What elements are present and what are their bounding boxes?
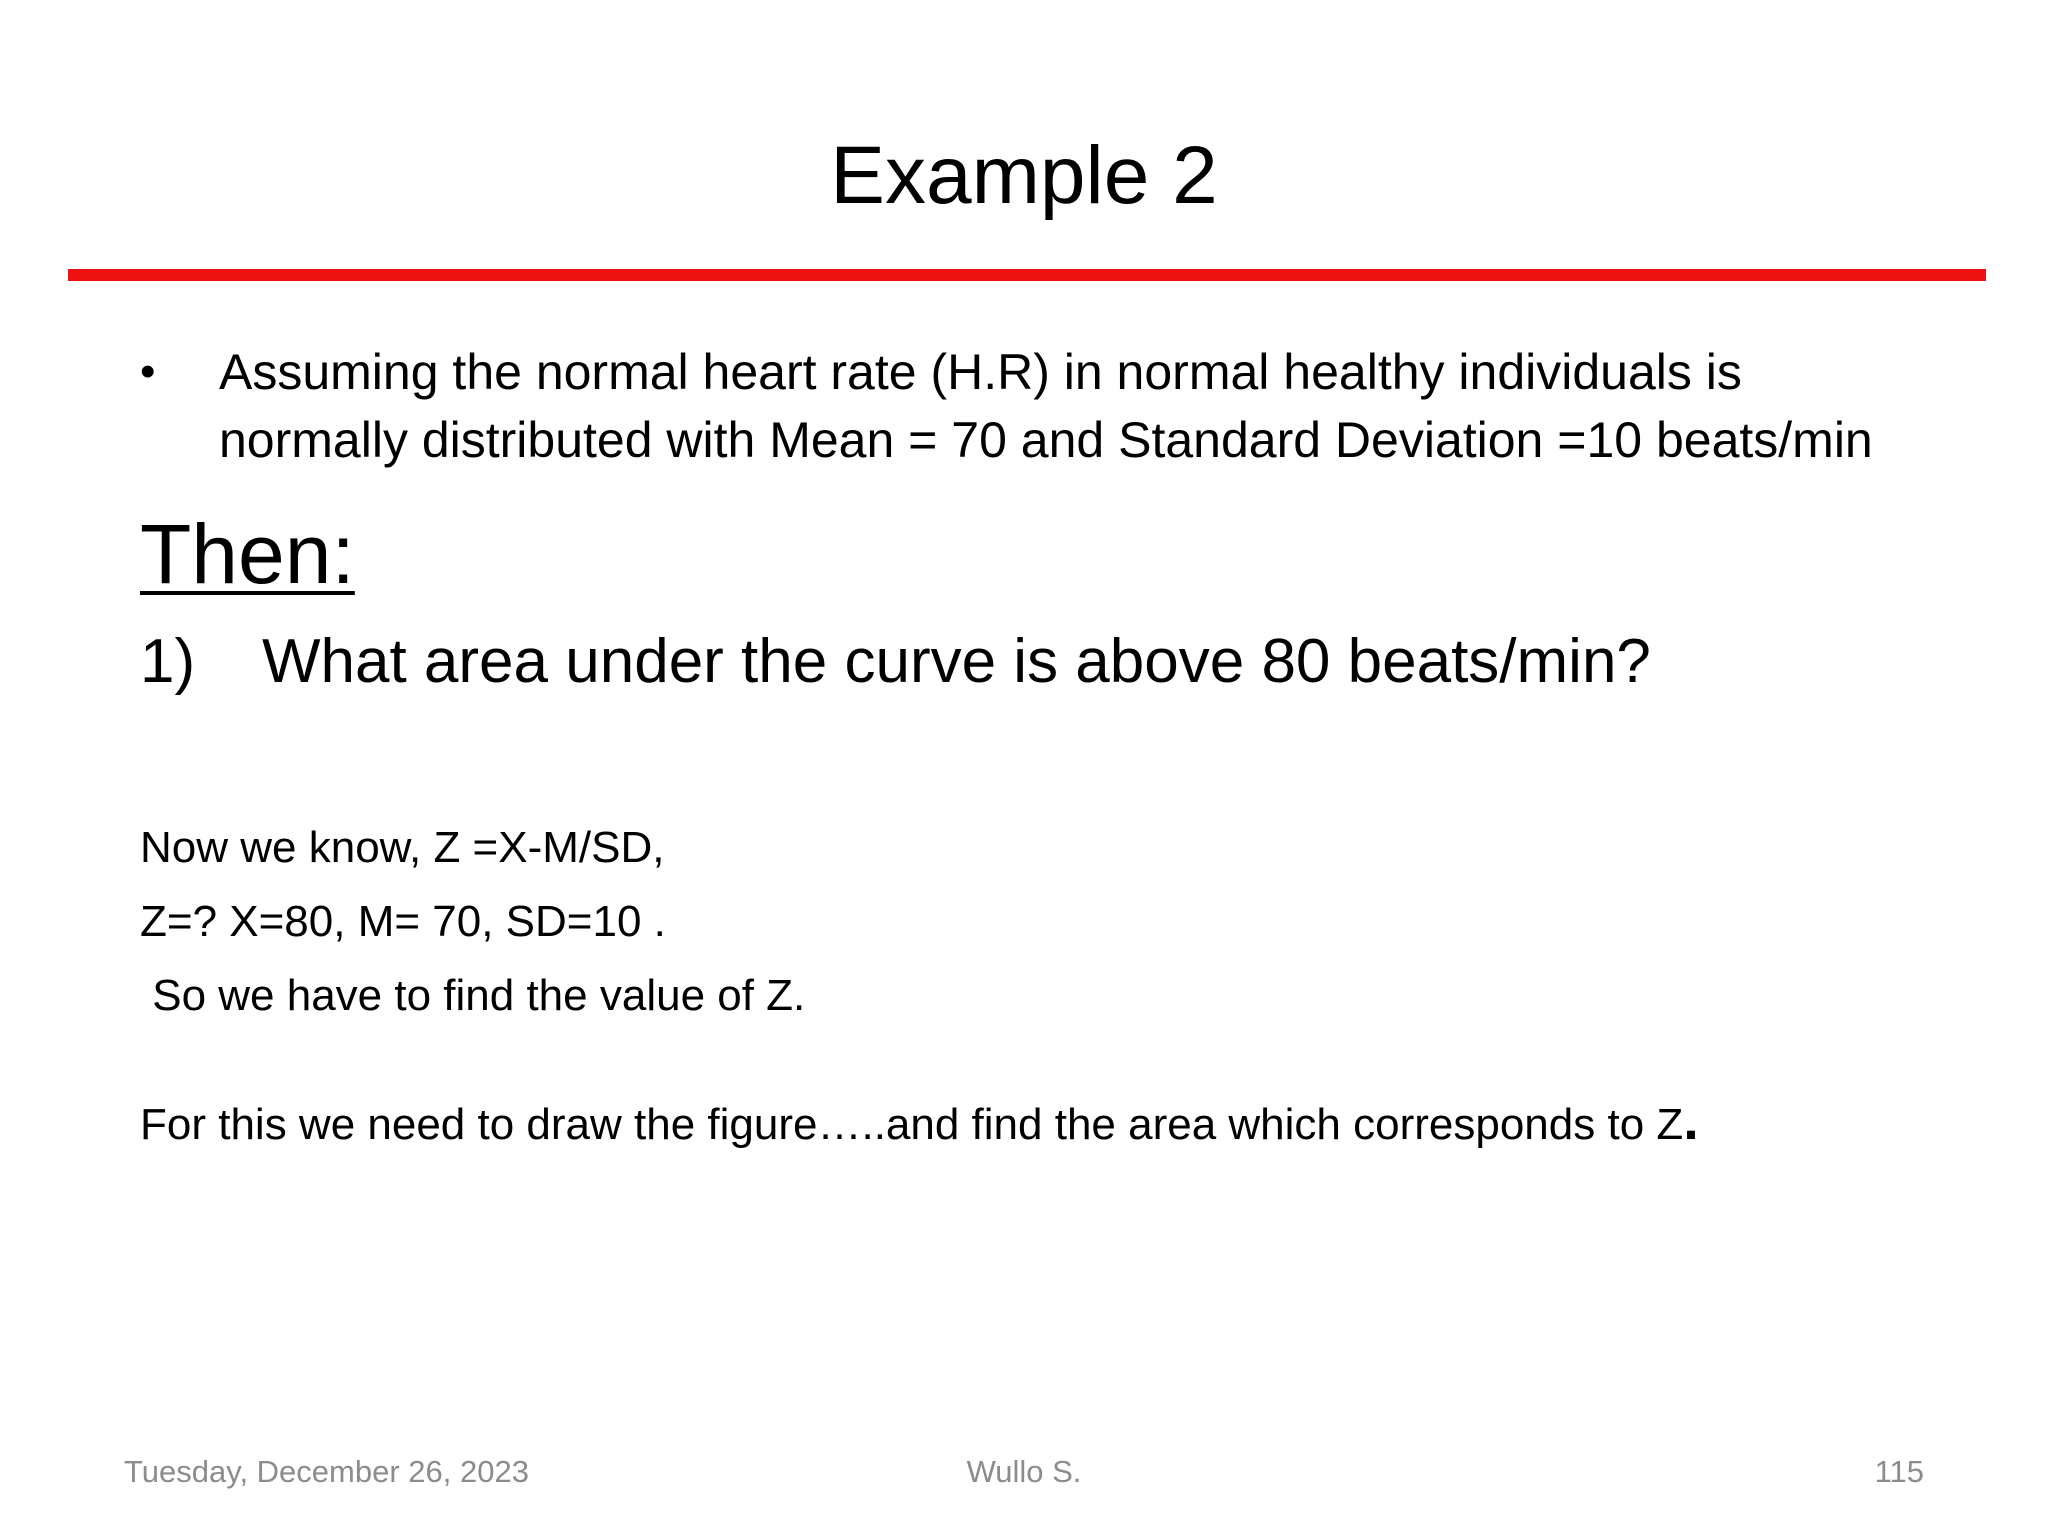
title-divider (68, 269, 1986, 281)
bullet-line-1: Assuming the normal heart rate (H.R) in normal healthy individuals is (219, 344, 1742, 400)
footer-author: Wullo S. (966, 1454, 1082, 1489)
bullet-line-2: normally distributed with Mean = 70 and Standard Deviation =10 beats/min (219, 412, 1873, 468)
question-text: What area under the curve is above 80 beats/min? (262, 627, 1651, 696)
question-number: 1) (140, 627, 196, 696)
work-line-draw-figure (140, 1088, 1699, 1153)
footer-page-number: 115 (1874, 1454, 1924, 1489)
then-heading: Then: (140, 507, 355, 601)
footer-date: Tuesday, December 26, 2023 (124, 1454, 529, 1489)
work-line-draw-figure-text: For this we need to draw the figure…..and find the area which corresponds to Z (140, 1100, 1684, 1149)
work-line-values: Z=? X=80, M= 70, SD=10 . (140, 897, 666, 946)
bullet-text (219, 338, 2019, 474)
work-line-formula: Now we know, Z =X-M/SD, (140, 823, 665, 872)
bullet-marker: • (140, 347, 156, 396)
slide-title: Example 2 (830, 130, 1218, 221)
work-line-end-period: . (1683, 1088, 1699, 1151)
work-line-find-z: So we have to find the value of Z. (140, 971, 806, 1020)
